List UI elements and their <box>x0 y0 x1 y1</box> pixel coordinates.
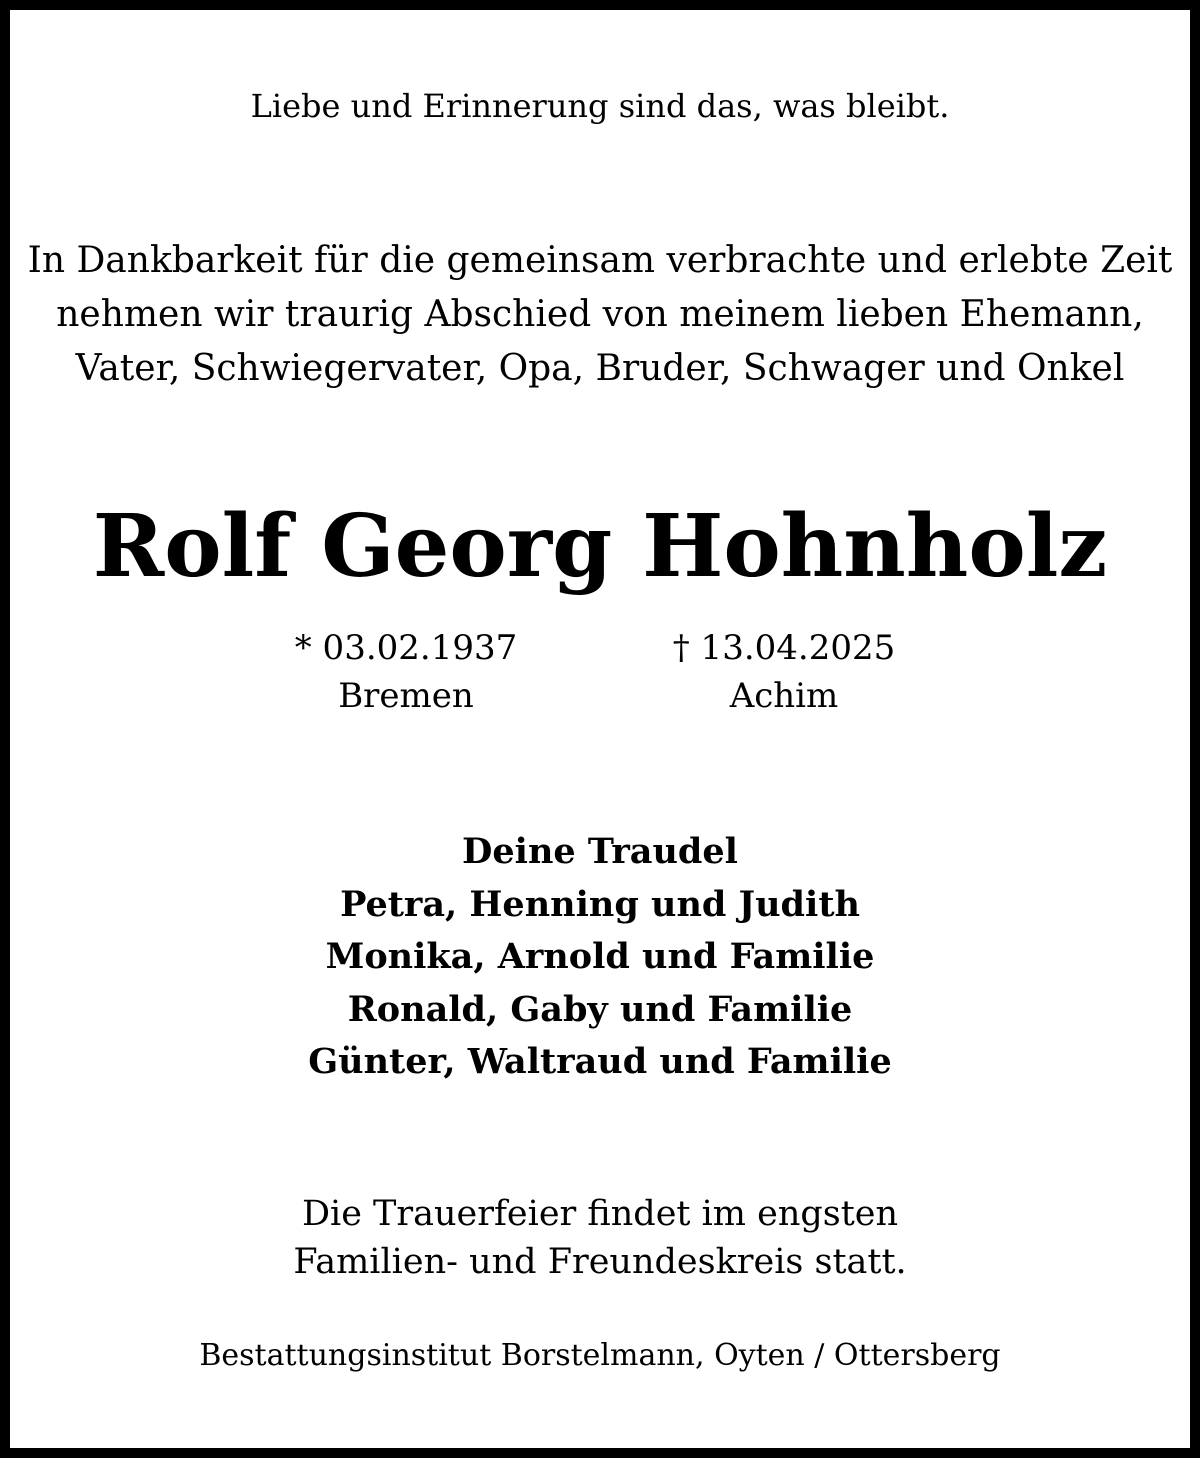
service-line: Die Trauerfeier findet im engsten <box>301 1194 899 1234</box>
undertaker-credit: Bestattungsinstitut Borstelmann, Oyten / Ottersberg <box>199 1338 1001 1373</box>
deceased-name: Rolf Georg Hohnholz <box>92 496 1108 597</box>
birth-place: Bremen <box>338 676 474 716</box>
mourner-line: Günter, Waltraud und Familie <box>308 1041 892 1082</box>
mourner-line: Petra, Henning und Judith <box>340 883 860 925</box>
intro-paragraph <box>0 234 1200 396</box>
service-line: Familien- und Freundeskreis statt. <box>293 1242 907 1282</box>
birth-date: * 03.02.1937 <box>294 628 518 668</box>
mourner-line: Ronald, Gaby und Familie <box>347 988 853 1030</box>
mourners-list <box>0 826 1200 1089</box>
service-note <box>0 1190 1200 1286</box>
mourner-line: Deine Traudel <box>462 831 738 872</box>
intro-line: nehmen wir traurig Abschied von meinem lieben Ehemann, <box>56 294 1144 335</box>
death-date: † 13.04.2025 <box>672 628 896 668</box>
motto-text: Liebe und Erinnerung sind das, was bleibt. <box>250 87 950 125</box>
death-place: Achim <box>729 676 839 716</box>
intro-line: Vater, Schwiegervater, Opa, Bruder, Schwager und Onkel <box>75 348 1125 389</box>
intro-line: In Dankbarkeit für die gemeinsam verbrachte und erlebte Zeit <box>27 240 1173 281</box>
death-info <box>624 624 944 720</box>
mourner-line: Monika, Arnold und Familie <box>325 936 875 977</box>
birth-info <box>246 624 566 720</box>
